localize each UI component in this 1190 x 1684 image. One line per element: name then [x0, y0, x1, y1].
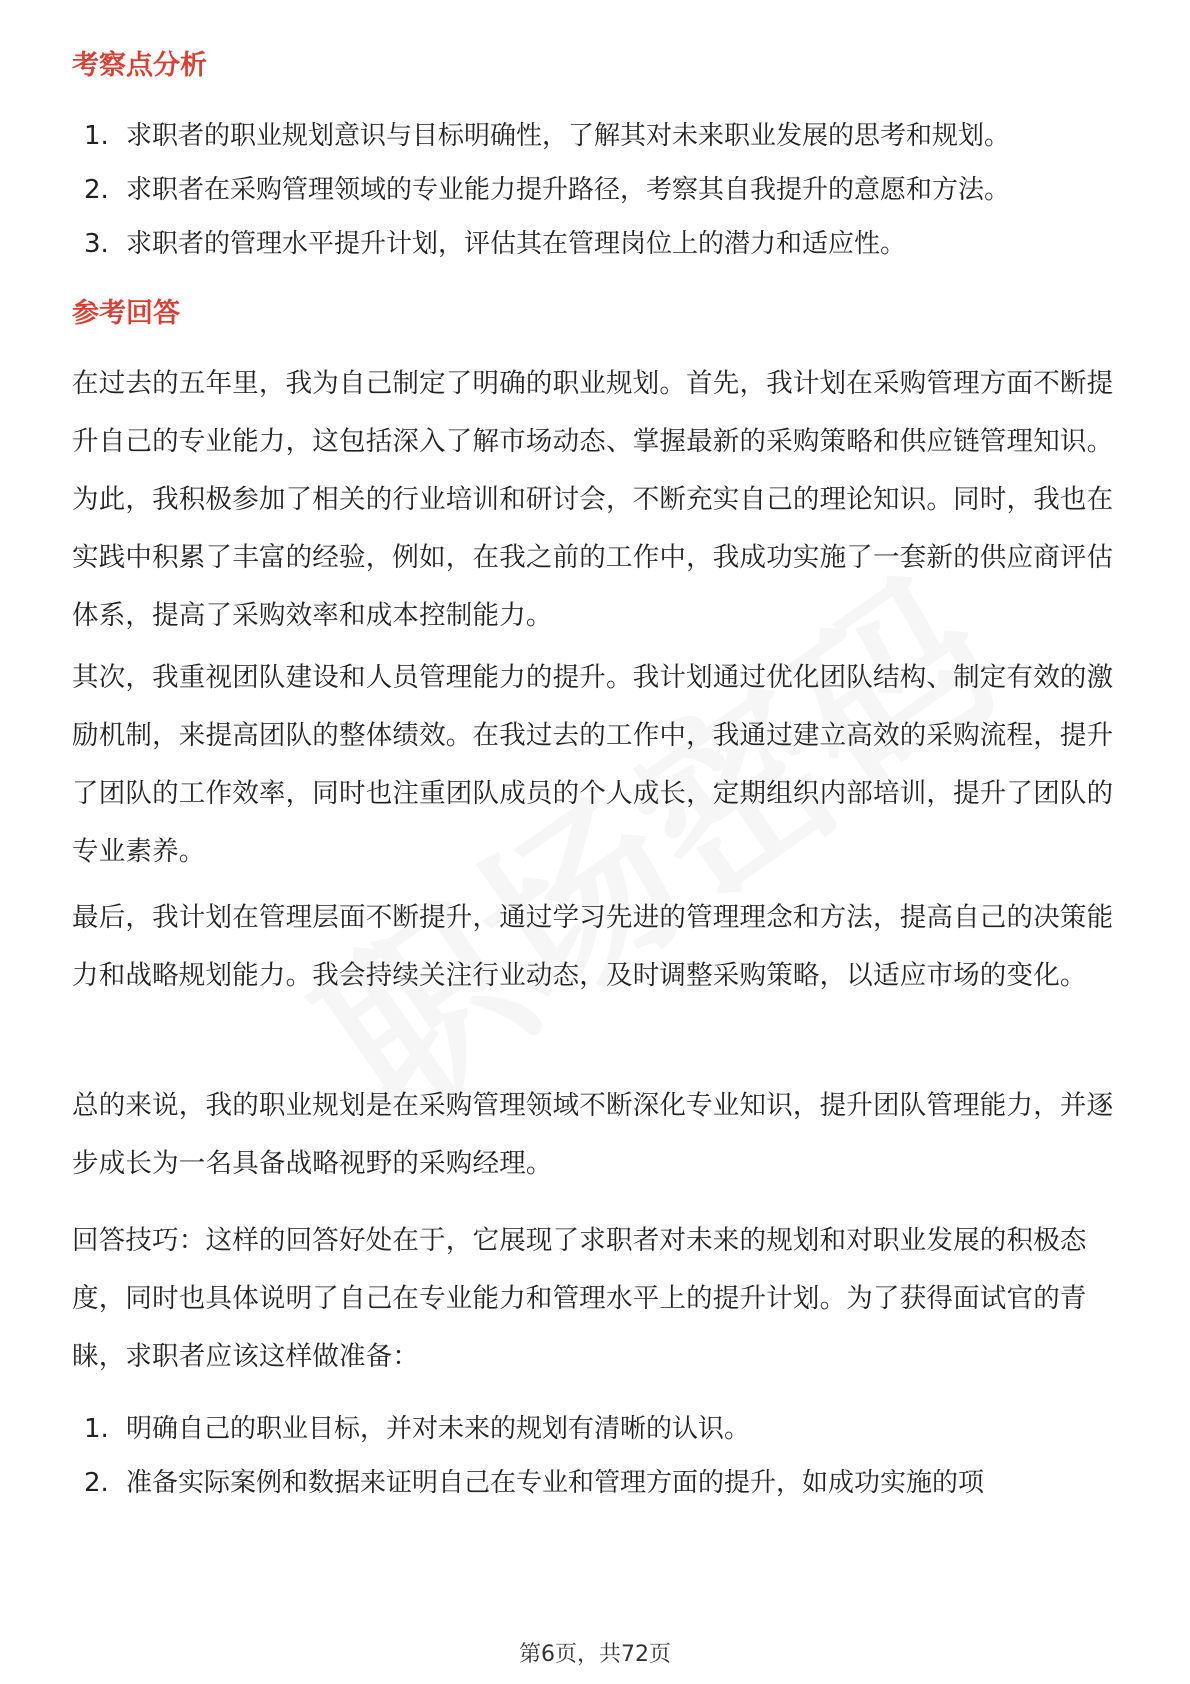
- answer-paragraph-3: 最后，我计划在管理层面不断提升，通过学习先进的管理理念和方法，提高自己的决策能力和战略规划能力。我会持续关注行业动态，及时调整采购策略，以适应市场的变化。: [72, 902, 1114, 991]
- analysis-item-1: [84, 119, 1134, 153]
- list-text: 求职者的管理水平提升计划，评估其在管理岗位上的潜力和适应性。: [126, 229, 907, 259]
- list-text: 求职者在采购管理领域的专业能力提升路径，考察其自我提升的意愿和方法。: [126, 175, 1011, 205]
- analysis-item-2: [84, 173, 1134, 207]
- section-heading-answer: 参考回答: [72, 298, 180, 329]
- list-number: 2.: [84, 175, 109, 205]
- list-number: 3.: [84, 229, 109, 259]
- answer-paragraph-1: 在过去的五年里，我为自己制定了明确的职业规划。首先，我计划在采购管理方面不断提升自己的专业能力，这包括深入了解市场动态、掌握最新的采购策略和供应链管理知识。为此，我积极参加了相关的行业培训和研讨会，不断充实自己的理论知识。同时，我也在实践中积累了丰富的经验，例如，在我之前的工作中，我成功实施了一套新的供应商评估体系，提高了采购效率和成本控制能力。: [72, 368, 1114, 631]
- list-text: 明确自己的职业目标，并对未来的规划有清晰的认识。: [126, 1414, 751, 1444]
- analysis-item-3: [84, 227, 1134, 261]
- answer-paragraph-4: 总的来说，我的职业规划是在采购管理领域不断深化专业知识，提升团队管理能力，并逐步成长为一名具备战略视野的采购经理。: [72, 1090, 1114, 1179]
- tip-item-2: [84, 1466, 1134, 1500]
- answer-tips-paragraph: 回答技巧：这样的回答好处在于，它展现了求职者对未来的规划和对职业发展的积极态度，同时也具体说明了自己在专业能力和管理水平上的提升计划。为了获得面试官的青睐，求职者应该这样做准备：: [72, 1225, 1087, 1372]
- list-text: 准备实际案例和数据来证明自己在专业和管理方面的提升，如成功实施的项: [126, 1468, 985, 1498]
- list-number: 2.: [84, 1468, 109, 1498]
- list-number: 1.: [84, 121, 109, 151]
- answer-paragraph-2: 其次，我重视团队建设和人员管理能力的提升。我计划通过优化团队结构、制定有效的激励机制，来提高团队的整体绩效。在我过去的工作中，我通过建立高效的采购流程，提升了团队的工作效率，同时也注重团队成员的个人成长，定期组织内部培训，提升了团队的专业素养。: [72, 662, 1114, 867]
- page-number: 第6页，共72页: [519, 1642, 671, 1667]
- tip-item-1: [84, 1412, 1134, 1446]
- list-number: 1.: [84, 1414, 109, 1444]
- section-heading-analysis: 考察点分析: [72, 50, 207, 81]
- list-text: 求职者的职业规划意识与目标明确性，了解其对未来职业发展的思考和规划。: [126, 121, 1011, 151]
